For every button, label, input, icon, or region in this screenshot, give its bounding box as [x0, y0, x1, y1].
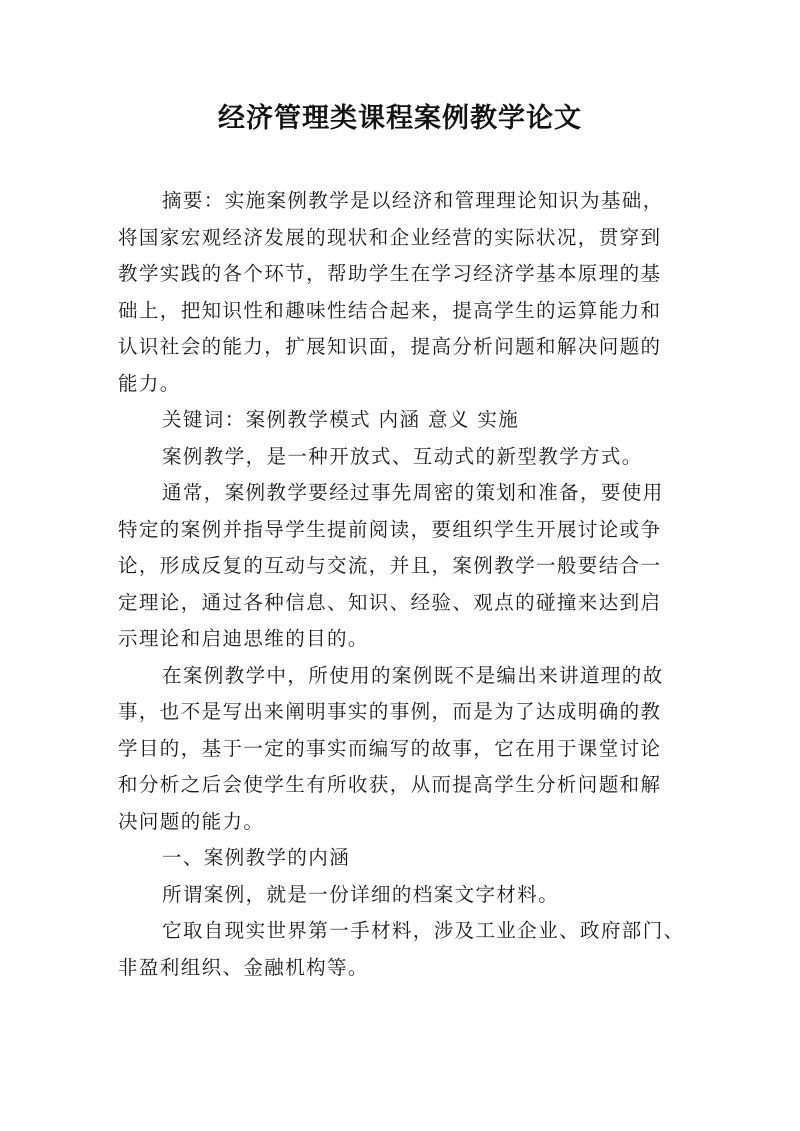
- paragraph-line: 将国家宏观经济发展的现状和企业经营的实际状况，贯穿到: [118, 225, 662, 249]
- paragraph-line: 在案例教学中，所使用的案例既不是编出来讲道理的故: [162, 663, 664, 687]
- body-paragraph: [118, 439, 690, 476]
- paragraph-line: 能力。: [118, 371, 181, 395]
- paragraph-line: 和分析之后会使学生有所收获，从而提高学生分析问题和解: [118, 773, 662, 796]
- document-body: [118, 183, 690, 986]
- paragraph-line: 关键词：案例教学模式 内涵 意义 实施: [162, 408, 520, 431]
- paragraph-line: 事，也不是写出来阐明事实的事例，而是为了达成明确的教: [118, 700, 662, 723]
- paragraph-line: 所谓案例，就是一份详细的档案文字材料。: [162, 882, 560, 906]
- paragraph-line: 学目的，基于一定的事实而编写的故事，它在用于课堂讨论: [118, 736, 662, 760]
- paragraph-line: 定理论，通过各种信息、知识、经验、观点的碰撞来达到启: [118, 590, 662, 614]
- body-paragraph: [118, 658, 690, 841]
- document-title: 经济管理类课程案例教学论文: [218, 103, 582, 134]
- paragraph-line: 础上，把知识性和趣味性结合起来，提高学生的运算能力和: [118, 298, 662, 322]
- abstract-paragraph: [118, 183, 690, 402]
- paragraph-line: 摘要：实施案例教学是以经济和管理理论知识为基础，: [162, 189, 664, 212]
- body-paragraph: [118, 475, 690, 658]
- paragraph-line: 案例教学，是一种开放式、互动式的新型教学方式。: [162, 444, 643, 468]
- body-paragraph: [118, 877, 690, 914]
- paragraph-line: 示理论和启迪思维的目的。: [118, 627, 369, 650]
- paragraph-line: 它取自现实世界第一手材料，涉及工业企业、政府部门、: [162, 919, 685, 942]
- paragraph-line: 通常，案例教学要经过事先周密的策划和准备，要使用: [162, 481, 664, 504]
- paragraph-line: 一、案例教学的内涵: [162, 846, 351, 869]
- section-heading: [118, 840, 690, 877]
- paragraph-line: 特定的案例并指导学生提前阅读，要组织学生开展讨论或争: [118, 517, 662, 541]
- body-paragraph: [118, 913, 690, 986]
- keywords-paragraph: [118, 402, 690, 439]
- paragraph-line: 认识社会的能力，扩展知识面，提高分析问题和解决问题的: [118, 335, 662, 358]
- paragraph-line: 论，形成反复的互动与交流，并且，案例教学一般要结合一: [118, 554, 662, 577]
- paragraph-line: 非盈利组织、金融机构等。: [118, 955, 369, 979]
- paragraph-line: 教学实践的各个环节，帮助学生在学习经济学基本原理的基: [118, 262, 662, 285]
- paragraph-line: 决问题的能力。: [118, 809, 265, 833]
